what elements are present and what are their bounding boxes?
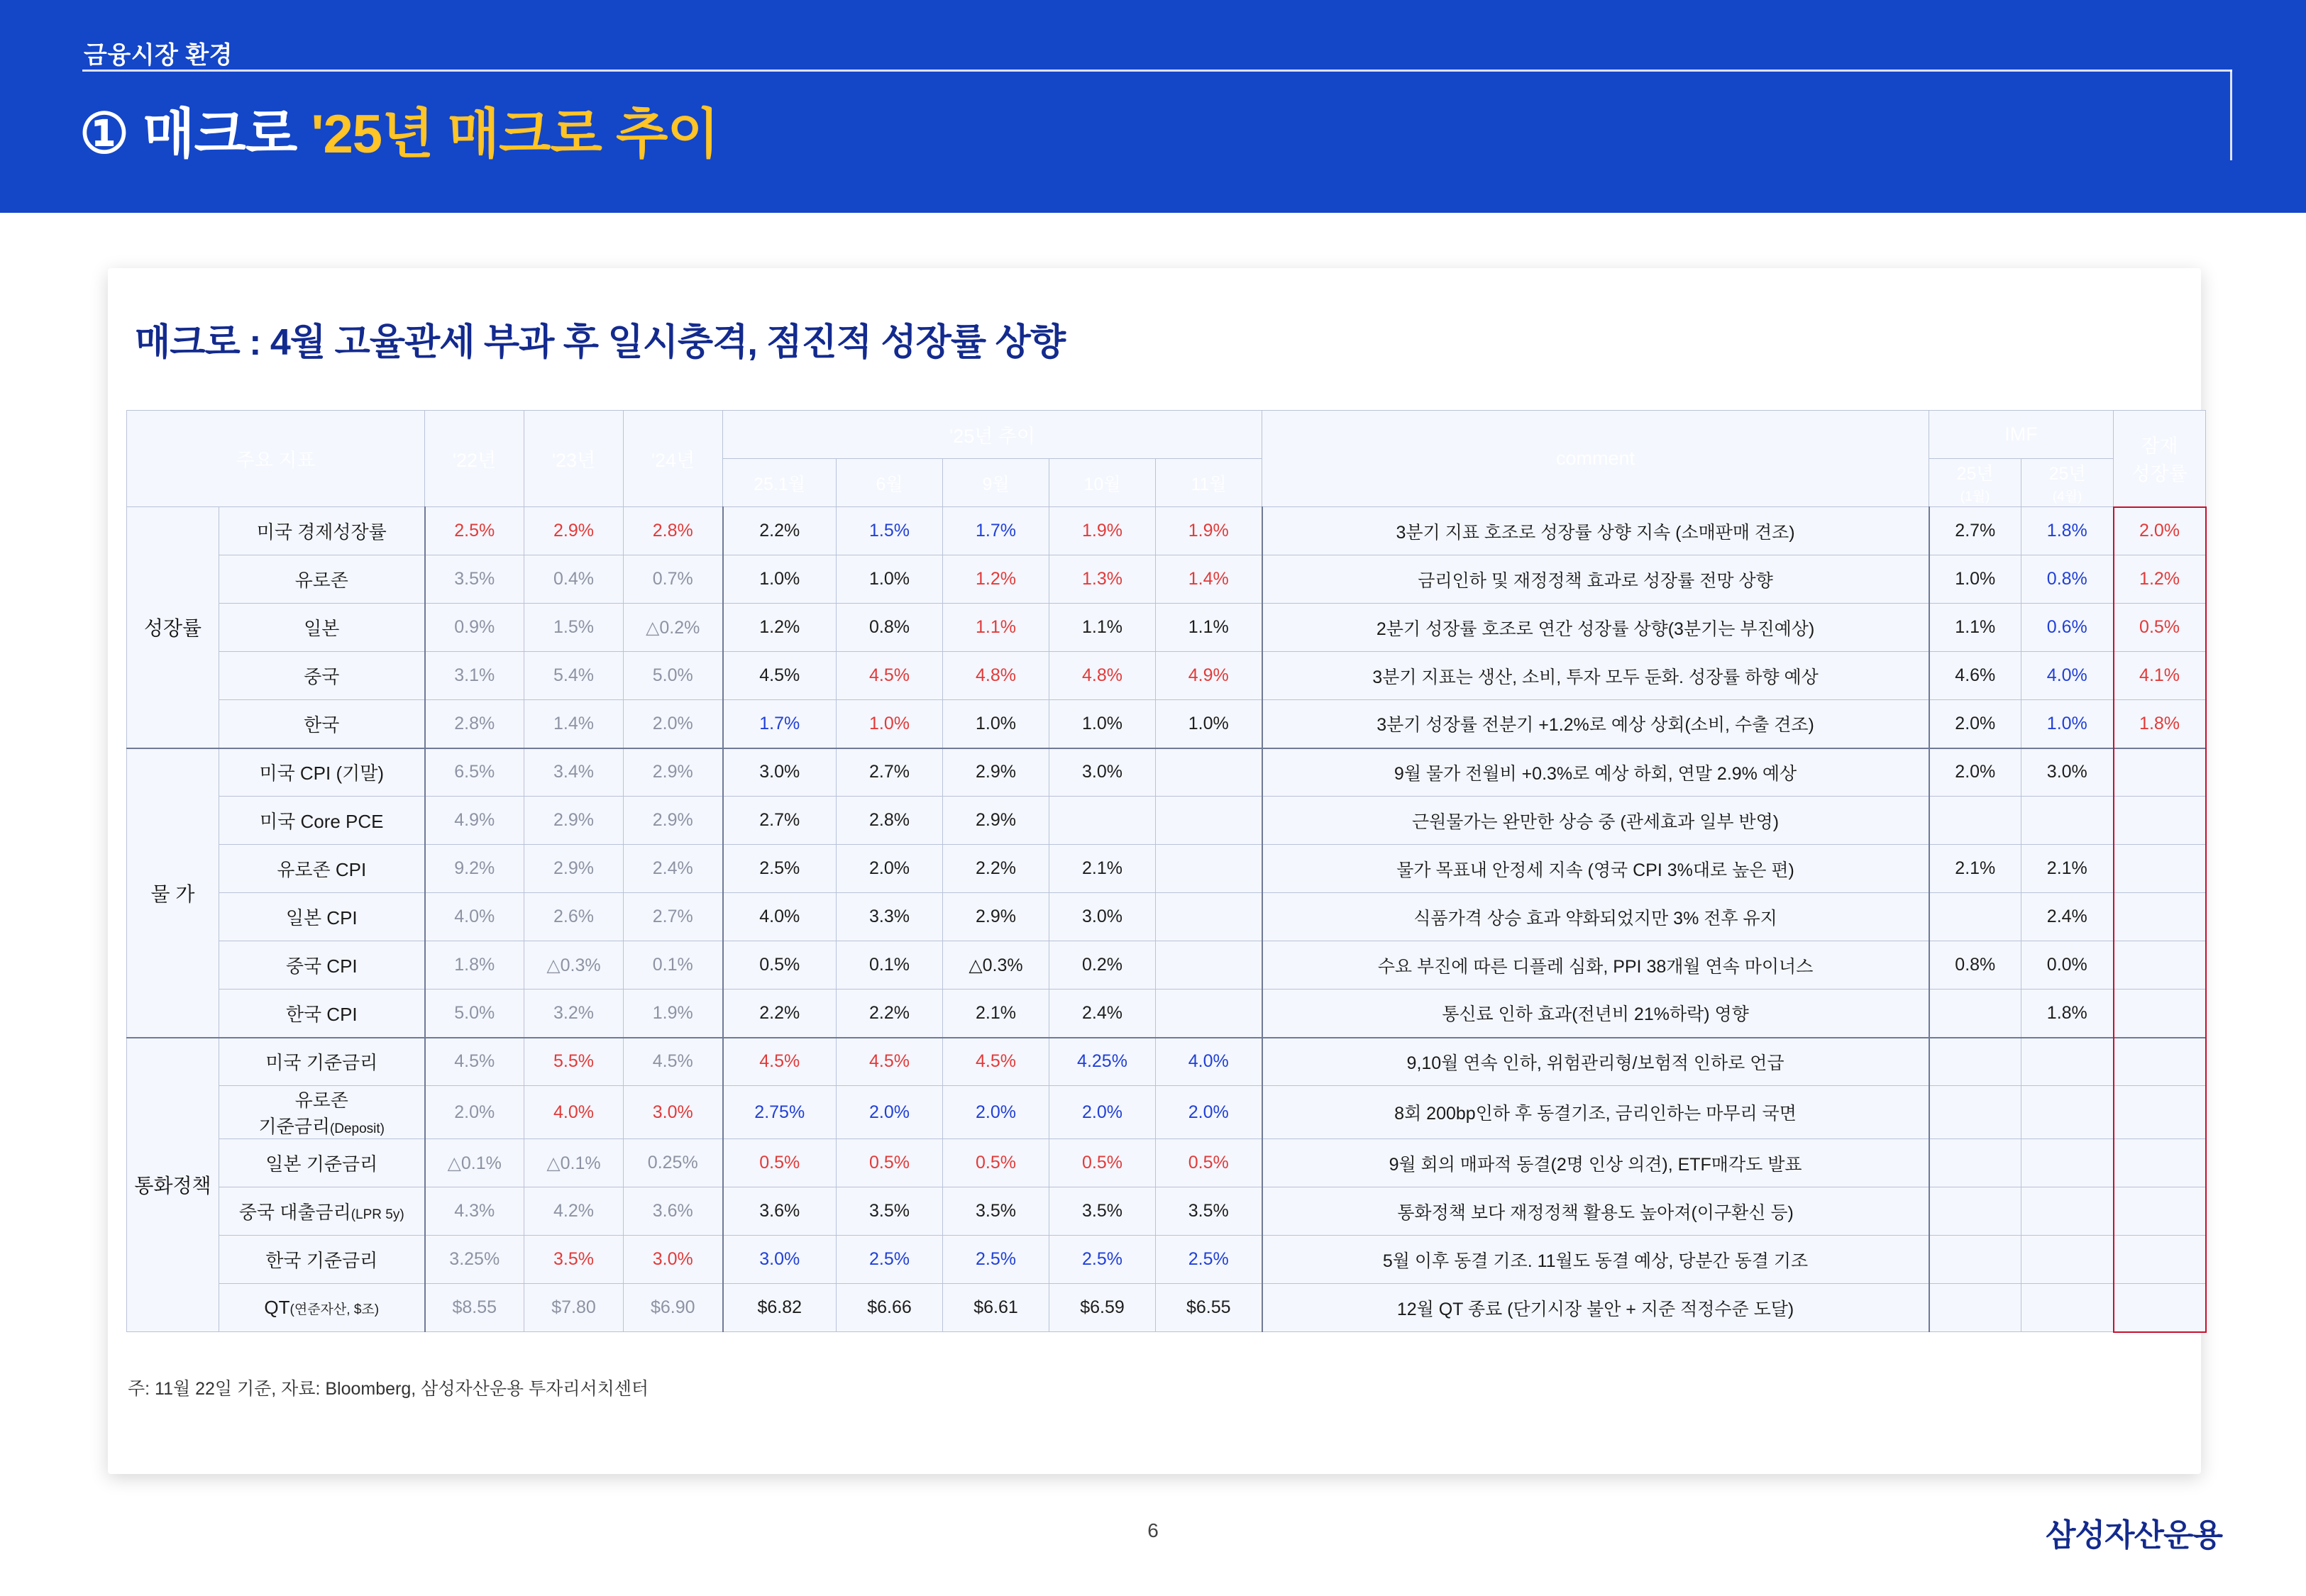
cell-comment: 3분기 지표는 생산, 소비, 투자 모두 둔화. 성장률 하향 예상 xyxy=(1262,652,1929,700)
cell-imf1 xyxy=(1929,990,2021,1038)
cell-trend-4: 4.25% xyxy=(1049,1038,1156,1086)
cell-comment: 5월 이후 동결 기조. 11월도 동결 예상, 당분간 동결 기조 xyxy=(1262,1236,1929,1284)
cell-imf2 xyxy=(2021,1139,2114,1187)
cell-trend-2: 3.3% xyxy=(837,893,943,941)
cell-imf1: 2.1% xyxy=(1929,845,2021,893)
cell-y22: 9.2% xyxy=(425,845,524,893)
table-header-row-1 xyxy=(127,411,2206,459)
cell-comment: 8회 200bp인하 후 동결기조, 금리인하는 마무리 국면 xyxy=(1262,1086,1929,1139)
th-comment: comment xyxy=(1262,411,1929,507)
cell-y22: 3.25% xyxy=(425,1236,524,1284)
cell-trend-3: 1.7% xyxy=(943,507,1049,555)
cell-trend-3: 2.9% xyxy=(943,893,1049,941)
cell-imf2 xyxy=(2021,1086,2114,1139)
cell-imf1 xyxy=(1929,1086,2021,1139)
cell-comment: 3분기 성장률 전분기 +1.2%로 예상 상회(소비, 수출 견조) xyxy=(1262,700,1929,748)
cell-trend-3: 1.1% xyxy=(943,604,1049,652)
table-row xyxy=(127,1038,2206,1086)
cell-trend-4: 3.5% xyxy=(1049,1187,1156,1236)
cell-y24: 4.5% xyxy=(624,1038,723,1086)
cell-y23: 1.5% xyxy=(524,604,624,652)
cell-comment: 2분기 성장률 호조로 연간 성장률 상향(3분기는 부진예상) xyxy=(1262,604,1929,652)
cell-trend-5: 1.1% xyxy=(1156,604,1262,652)
cell-potential-growth xyxy=(2114,797,2206,845)
cell-trend-3: 4.8% xyxy=(943,652,1049,700)
cell-trend-1: 1.2% xyxy=(723,604,837,652)
cell-imf2 xyxy=(2021,1236,2114,1284)
cell-trend-4: 3.0% xyxy=(1049,893,1156,941)
cell-trend-1: 2.75% xyxy=(723,1086,837,1139)
cell-trend-2: 2.0% xyxy=(837,845,943,893)
row-label: 미국 기준금리 xyxy=(219,1038,425,1086)
cell-imf2: 0.6% xyxy=(2021,604,2114,652)
table-body xyxy=(127,507,2206,1332)
cell-imf2: 4.0% xyxy=(2021,652,2114,700)
cell-y24: 2.4% xyxy=(624,845,723,893)
cell-trend-1: 1.7% xyxy=(723,700,837,748)
cell-trend-5: 1.0% xyxy=(1156,700,1262,748)
cell-trend-4: 1.3% xyxy=(1049,555,1156,604)
th-trend-3: 9월 xyxy=(943,459,1049,507)
cell-trend-5: 0.5% xyxy=(1156,1139,1262,1187)
table-row xyxy=(127,1187,2206,1236)
header-divider xyxy=(82,70,2232,72)
cell-trend-2: 0.8% xyxy=(837,604,943,652)
cell-trend-4: 1.9% xyxy=(1049,507,1156,555)
cell-trend-3: 2.2% xyxy=(943,845,1049,893)
row-label: 미국 CPI (기말) xyxy=(219,748,425,797)
header-divider-right xyxy=(2230,70,2232,160)
th-potential-line1: 잠재 xyxy=(2141,436,2178,458)
cell-trend-1: 3.6% xyxy=(723,1187,837,1236)
cell-y23: 0.4% xyxy=(524,555,624,604)
th-trend-group: '25년 추이 xyxy=(723,411,1262,459)
cell-comment: 수요 부진에 따른 디플레 심화, PPI 38개월 연속 마이너스 xyxy=(1262,941,1929,990)
cell-trend-2: 4.5% xyxy=(837,652,943,700)
cell-comment: 12월 QT 종료 (단기시장 불안 + 지준 적정수준 도달) xyxy=(1262,1284,1929,1332)
cell-imf2: 3.0% xyxy=(2021,748,2114,797)
cell-imf1 xyxy=(1929,1284,2021,1332)
cell-y23: 3.5% xyxy=(524,1236,624,1284)
th-y22: '22년 xyxy=(425,411,524,507)
th-imf-1-sub: (1월) xyxy=(1960,489,1990,504)
row-label: 중국 xyxy=(219,652,425,700)
cell-trend-2: 0.5% xyxy=(837,1139,943,1187)
cell-trend-1: 2.2% xyxy=(723,990,837,1038)
cell-imf1 xyxy=(1929,1187,2021,1236)
cell-potential-growth xyxy=(2114,941,2206,990)
cell-trend-2: 3.5% xyxy=(837,1187,943,1236)
cell-trend-4: 0.5% xyxy=(1049,1139,1156,1187)
row-label: 일본 기준금리 xyxy=(219,1139,425,1187)
table-row xyxy=(127,1139,2206,1187)
cell-trend-1: $6.82 xyxy=(723,1284,837,1332)
th-imf-1-label: 25년 xyxy=(1956,464,1994,484)
th-imf-2-label: 25년 xyxy=(2048,464,2086,484)
cell-y22: 2.0% xyxy=(425,1086,524,1139)
cell-y22: 4.5% xyxy=(425,1038,524,1086)
table-row xyxy=(127,652,2206,700)
th-y24: '24년 xyxy=(624,411,723,507)
cell-trend-5 xyxy=(1156,748,1262,797)
cell-comment: 통화정책 보다 재정정책 활용도 높아져(이구환신 등) xyxy=(1262,1187,1929,1236)
cell-y23: 2.9% xyxy=(524,797,624,845)
cell-y23: 2.6% xyxy=(524,893,624,941)
cell-trend-3: 2.1% xyxy=(943,990,1049,1038)
cell-imf1 xyxy=(1929,1139,2021,1187)
cell-trend-4: 0.2% xyxy=(1049,941,1156,990)
cell-imf1: 1.0% xyxy=(1929,555,2021,604)
table-row xyxy=(127,845,2206,893)
cell-y22: 4.0% xyxy=(425,893,524,941)
row-label: 한국 xyxy=(219,700,425,748)
th-trend-2: 6월 xyxy=(837,459,943,507)
cell-trend-2: 2.8% xyxy=(837,797,943,845)
cell-trend-5: 2.0% xyxy=(1156,1086,1262,1139)
cell-y22: 2.5% xyxy=(425,507,524,555)
cell-trend-1: 1.0% xyxy=(723,555,837,604)
cell-potential-growth xyxy=(2114,990,2206,1038)
cell-trend-5: 4.9% xyxy=(1156,652,1262,700)
th-imf: IMF xyxy=(1929,411,2114,459)
cell-trend-3: 3.5% xyxy=(943,1187,1049,1236)
th-trend-4: 10월 xyxy=(1049,459,1156,507)
cell-y23: 5.5% xyxy=(524,1038,624,1086)
cell-y24: 2.0% xyxy=(624,700,723,748)
cell-y24: 2.7% xyxy=(624,893,723,941)
cell-y24: 2.9% xyxy=(624,748,723,797)
cell-y22: 2.8% xyxy=(425,700,524,748)
cell-y23: 3.4% xyxy=(524,748,624,797)
cell-trend-1: 4.5% xyxy=(723,652,837,700)
cell-y24: 2.9% xyxy=(624,797,723,845)
cell-trend-2: 1.0% xyxy=(837,700,943,748)
cell-trend-2: 0.1% xyxy=(837,941,943,990)
cell-trend-5: $6.55 xyxy=(1156,1284,1262,1332)
cell-trend-5 xyxy=(1156,845,1262,893)
cell-trend-2: 2.2% xyxy=(837,990,943,1038)
cell-trend-4: $6.59 xyxy=(1049,1284,1156,1332)
cell-trend-3: 2.9% xyxy=(943,797,1049,845)
row-label: 일본 xyxy=(219,604,425,652)
cell-y24: $6.90 xyxy=(624,1284,723,1332)
cell-trend-5: 1.4% xyxy=(1156,555,1262,604)
cell-y23: $7.80 xyxy=(524,1284,624,1332)
cell-imf1 xyxy=(1929,1038,2021,1086)
cell-trend-5: 3.5% xyxy=(1156,1187,1262,1236)
cell-potential-growth: 1.8% xyxy=(2114,700,2206,748)
cell-comment: 식품가격 상승 효과 약화되었지만 3% 전후 유지 xyxy=(1262,893,1929,941)
cell-comment: 9,10월 연속 인하, 위험관리형/보험적 인하로 언급 xyxy=(1262,1038,1929,1086)
cell-trend-2: 1.0% xyxy=(837,555,943,604)
cell-y24: 5.0% xyxy=(624,652,723,700)
cell-trend-3: 2.0% xyxy=(943,1086,1049,1139)
cell-potential-growth: 0.5% xyxy=(2114,604,2206,652)
cell-y22: 6.5% xyxy=(425,748,524,797)
cell-potential-growth xyxy=(2114,1284,2206,1332)
table-row xyxy=(127,941,2206,990)
cell-imf1: 1.1% xyxy=(1929,604,2021,652)
cell-trend-4: 2.4% xyxy=(1049,990,1156,1038)
table-row xyxy=(127,700,2206,748)
cell-y24: 0.1% xyxy=(624,941,723,990)
th-imf-2-sub: (4월) xyxy=(2052,489,2082,504)
cell-y22: 4.9% xyxy=(425,797,524,845)
cell-imf1: 2.0% xyxy=(1929,748,2021,797)
cell-trend-2: 2.0% xyxy=(837,1086,943,1139)
cell-potential-growth xyxy=(2114,1187,2206,1236)
table-row xyxy=(127,797,2206,845)
cell-comment: 근원물가는 완만한 상승 중 (관세효과 일부 반영) xyxy=(1262,797,1929,845)
cell-trend-1: 0.5% xyxy=(723,1139,837,1187)
cell-trend-4: 2.5% xyxy=(1049,1236,1156,1284)
cell-imf1: 2.0% xyxy=(1929,700,2021,748)
th-trend-1: 25.1월 xyxy=(723,459,837,507)
row-label: 중국 CPI xyxy=(219,941,425,990)
header-kicker: 금융시장 환경 xyxy=(84,42,233,69)
source-note: 주: 11월 22일 기준, 자료: Bloomberg, 삼성자산운용 투자리서치센터 xyxy=(128,1379,649,1399)
cell-trend-4: 2.0% xyxy=(1049,1086,1156,1139)
row-label: 한국 기준금리 xyxy=(219,1236,425,1284)
page-title xyxy=(79,91,719,168)
cell-y22: 3.1% xyxy=(425,652,524,700)
table-row xyxy=(127,604,2206,652)
cell-trend-3: 0.5% xyxy=(943,1139,1049,1187)
cell-trend-4: 4.8% xyxy=(1049,652,1156,700)
table-row xyxy=(127,507,2206,555)
cell-potential-growth: 1.2% xyxy=(2114,555,2206,604)
row-label: 일본 CPI xyxy=(219,893,425,941)
cell-trend-1: 0.5% xyxy=(723,941,837,990)
cell-imf1: 2.7% xyxy=(1929,507,2021,555)
cell-potential-growth xyxy=(2114,893,2206,941)
cell-comment: 3분기 지표 호조로 성장률 상향 지속 (소매판매 견조) xyxy=(1262,507,1929,555)
cell-trend-5: 4.0% xyxy=(1156,1038,1262,1086)
cell-comment: 9월 물가 전월비 +0.3%로 예상 하회, 연말 2.9% 예상 xyxy=(1262,748,1929,797)
cell-y22: 4.3% xyxy=(425,1187,524,1236)
cell-y24: 2.8% xyxy=(624,507,723,555)
cell-trend-5: 1.9% xyxy=(1156,507,1262,555)
cell-y22: 0.9% xyxy=(425,604,524,652)
cell-trend-1: 2.5% xyxy=(723,845,837,893)
cell-y23: 5.4% xyxy=(524,652,624,700)
table-row xyxy=(127,893,2206,941)
cell-y22: △0.1% xyxy=(425,1139,524,1187)
cell-imf2 xyxy=(2021,1038,2114,1086)
cell-imf2 xyxy=(2021,1284,2114,1332)
cell-trend-3: △0.3% xyxy=(943,941,1049,990)
cell-trend-1: 2.7% xyxy=(723,797,837,845)
th-potential xyxy=(2114,411,2206,507)
page-title-main: 매크로 xyxy=(143,104,311,165)
table-row xyxy=(127,748,2206,797)
cell-y23: 4.2% xyxy=(524,1187,624,1236)
cell-y23: 3.2% xyxy=(524,990,624,1038)
cell-trend-1: 2.2% xyxy=(723,507,837,555)
cell-trend-4: 3.0% xyxy=(1049,748,1156,797)
row-label: 중국 대출금리(LPR 5y) xyxy=(219,1187,425,1236)
cell-trend-5 xyxy=(1156,893,1262,941)
cell-comment: 물가 목표내 안정세 지속 (영국 CPI 3%대로 높은 편) xyxy=(1262,845,1929,893)
cell-trend-1: 4.5% xyxy=(723,1038,837,1086)
cell-trend-3: 4.5% xyxy=(943,1038,1049,1086)
cell-y24: 3.0% xyxy=(624,1236,723,1284)
header-band xyxy=(0,0,2306,213)
cell-trend-5 xyxy=(1156,797,1262,845)
cell-potential-growth: 2.0% xyxy=(2114,507,2206,555)
cell-y24: 1.9% xyxy=(624,990,723,1038)
cell-trend-3: 2.5% xyxy=(943,1236,1049,1284)
cell-imf2 xyxy=(2021,797,2114,845)
cell-potential-growth xyxy=(2114,748,2206,797)
cell-trend-4 xyxy=(1049,797,1156,845)
cell-y24: 3.6% xyxy=(624,1187,723,1236)
cell-imf1: 0.8% xyxy=(1929,941,2021,990)
cell-trend-2: 1.5% xyxy=(837,507,943,555)
cell-imf1: 4.6% xyxy=(1929,652,2021,700)
slide-number-badge: ① xyxy=(79,102,128,165)
cell-trend-5: 2.5% xyxy=(1156,1236,1262,1284)
cell-y24: 0.7% xyxy=(624,555,723,604)
cell-y22: 3.5% xyxy=(425,555,524,604)
cell-trend-1: 4.0% xyxy=(723,893,837,941)
cell-imf2: 2.4% xyxy=(2021,893,2114,941)
table-row xyxy=(127,990,2206,1038)
cell-y24: △0.2% xyxy=(624,604,723,652)
row-label: 유로존 CPI xyxy=(219,845,425,893)
cell-imf2: 2.1% xyxy=(2021,845,2114,893)
cell-trend-5 xyxy=(1156,941,1262,990)
brand-logo: 삼성자산운용 xyxy=(2045,1518,2222,1553)
cell-imf1 xyxy=(1929,1236,2021,1284)
cell-trend-3: 2.9% xyxy=(943,748,1049,797)
cell-y23: △0.3% xyxy=(524,941,624,990)
row-group-label: 물 가 xyxy=(127,748,219,1038)
cell-trend-1: 3.0% xyxy=(723,1236,837,1284)
cell-trend-3: 1.0% xyxy=(943,700,1049,748)
row-label: 유로존 기준금리(Deposit) xyxy=(219,1086,425,1139)
table-row xyxy=(127,1284,2206,1332)
cell-y23: 2.9% xyxy=(524,507,624,555)
cell-trend-1: 3.0% xyxy=(723,748,837,797)
cell-y23: △0.1% xyxy=(524,1139,624,1187)
cell-comment: 금리인하 및 재정정책 효과로 성장률 전망 상향 xyxy=(1262,555,1929,604)
cell-imf2: 0.8% xyxy=(2021,555,2114,604)
th-trend-5: 11월 xyxy=(1156,459,1262,507)
macro-table-wrapper xyxy=(126,410,2188,1333)
cell-potential-growth xyxy=(2114,1236,2206,1284)
cell-potential-growth xyxy=(2114,1086,2206,1139)
row-label: 유로존 xyxy=(219,555,425,604)
table-row xyxy=(127,1086,2206,1139)
cell-potential-growth xyxy=(2114,1139,2206,1187)
th-y23: '23년 xyxy=(524,411,624,507)
cell-imf1 xyxy=(1929,797,2021,845)
cell-trend-2: 2.7% xyxy=(837,748,943,797)
row-group-label: 성장률 xyxy=(127,507,219,748)
cell-y23: 4.0% xyxy=(524,1086,624,1139)
cell-imf2: 1.0% xyxy=(2021,700,2114,748)
cell-trend-4: 1.0% xyxy=(1049,700,1156,748)
row-label: 미국 Core PCE xyxy=(219,797,425,845)
table-row xyxy=(127,555,2206,604)
cell-trend-4: 1.1% xyxy=(1049,604,1156,652)
cell-trend-2: $6.66 xyxy=(837,1284,943,1332)
table-row xyxy=(127,1236,2206,1284)
cell-potential-growth: 4.1% xyxy=(2114,652,2206,700)
th-indicator: 주요 지표 xyxy=(127,411,425,507)
cell-trend-3: 1.2% xyxy=(943,555,1049,604)
cell-imf1 xyxy=(1929,893,2021,941)
row-group-label: 통화정책 xyxy=(127,1038,219,1332)
row-label: 미국 경제성장률 xyxy=(219,507,425,555)
card-title: 매크로 : 4월 고율관세 부과 후 일시충격, 점진적 성장률 상향 xyxy=(135,322,1066,363)
cell-y22: 1.8% xyxy=(425,941,524,990)
page-title-accent: '25년 매크로 추이 xyxy=(311,104,719,165)
table-header xyxy=(127,411,2206,507)
cell-trend-5 xyxy=(1156,990,1262,1038)
row-label: 한국 CPI xyxy=(219,990,425,1038)
cell-y24: 3.0% xyxy=(624,1086,723,1139)
cell-imf2: 1.8% xyxy=(2021,507,2114,555)
cell-potential-growth xyxy=(2114,1038,2206,1086)
cell-potential-growth xyxy=(2114,845,2206,893)
page-number: 6 xyxy=(1147,1519,1159,1541)
cell-y23: 2.9% xyxy=(524,845,624,893)
cell-comment: 통신료 인하 효과(전년비 21%하락) 영향 xyxy=(1262,990,1929,1038)
cell-imf2: 1.8% xyxy=(2021,990,2114,1038)
th-potential-line2: 성장률 xyxy=(2131,463,2188,485)
cell-imf2: 0.0% xyxy=(2021,941,2114,990)
cell-trend-2: 2.5% xyxy=(837,1236,943,1284)
cell-y22: 5.0% xyxy=(425,990,524,1038)
row-label: QT(연준자산, $조) xyxy=(219,1284,425,1332)
th-imf-1 xyxy=(1929,459,2021,507)
cell-trend-4: 2.1% xyxy=(1049,845,1156,893)
macro-table xyxy=(126,410,2207,1333)
cell-y22: $8.55 xyxy=(425,1284,524,1332)
cell-y24: 0.25% xyxy=(624,1139,723,1187)
cell-imf2 xyxy=(2021,1187,2114,1236)
cell-trend-3: $6.61 xyxy=(943,1284,1049,1332)
cell-y23: 1.4% xyxy=(524,700,624,748)
th-imf-2 xyxy=(2021,459,2114,507)
cell-comment: 9월 회의 매파적 동결(2명 인상 의견), ETF매각도 발표 xyxy=(1262,1139,1929,1187)
cell-trend-2: 4.5% xyxy=(837,1038,943,1086)
